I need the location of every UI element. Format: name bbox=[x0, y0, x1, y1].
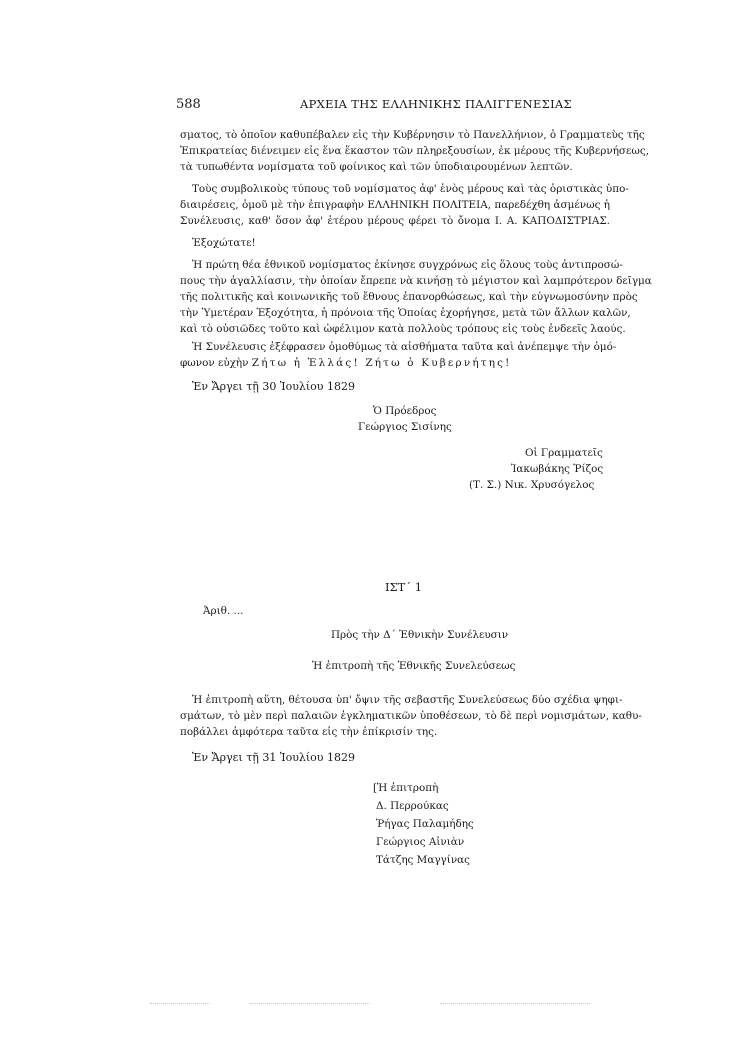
section-number: ΙΣΤ΄ 1 bbox=[385, 580, 423, 594]
letter1-para2-line1: Τοὺς συμβολικοὺς τύπους τοῦ νομίσματος ἀφ' ἑνὸς μέρους καὶ τὰς ὁριστικὰς ὑπο- bbox=[192, 183, 629, 195]
committee-title: [Ἡ ἐπιτροπὴ bbox=[373, 782, 439, 794]
signatory-1: Δ. Περρούκας bbox=[376, 800, 449, 812]
letter2-body-line3: ποβάλλει ἀμφότερα ταῦτα εἰς τὴν ἐπίκρισίν της. bbox=[180, 726, 438, 738]
president-name: Γεώργιος Σισίνης bbox=[358, 421, 452, 433]
letter1-para3-line5: καὶ τὸ οὐσιῶδες τοῦτο καὶ ὠφέλιμον κατὰ πολλοὺς τρόπους εἰς τοὺς ἐνδεεῖς λαούς. bbox=[180, 323, 626, 335]
signatory-3: Γεώργιος Αἰνιὰν bbox=[376, 836, 465, 848]
signatory-2: Ῥήγας Παλαμήδης bbox=[376, 818, 474, 830]
scan-mark bbox=[440, 1003, 590, 1005]
letter1-para3-line3: τῆς πολιτικῆς καὶ κοινωνικῆς τοῦ ἔθνους ἐπανορθώσεως, καὶ τὴν εὐγνωμοσύνην πρὸς bbox=[180, 291, 638, 303]
letter1-para3-line4: τὴν Ὑμετέραν Ἐξοχότητα, ἡ πρόνοια τῆς Ὁποίας ἐχορήγησε, μετὰ τῶν ἄλλων καλῶν, bbox=[180, 307, 631, 319]
page-number: 588 bbox=[176, 97, 201, 112]
secretary-2: (Τ. Σ.) Νικ. Χρυσόγελος bbox=[469, 479, 595, 491]
letter1-para4-line1: Ἡ Συνέλευσις ἐξέφρασεν ὁμοθύμως τὰ αἰσθήματα ταῦτα καὶ ἀνέπεμψε τὴν ὁμό- bbox=[192, 341, 617, 353]
letter1-para1-line2: Ἐπικρατείας διένειμεν εἰς ἕνα ἕκαστον τῶν πληρεξουσίων, ἐκ μέρους τῆς Κυβερνήσεως, bbox=[180, 145, 649, 157]
letter1-acclamation: Ζήτω ἡ Ἑλλάς! Ζήτω ὁ Κυβερνήτης! bbox=[251, 357, 512, 369]
scan-mark bbox=[250, 1003, 370, 1005]
secretaries-title: Οἱ Γραμματεῖς bbox=[525, 447, 603, 459]
letter2-body-line2: σμάτων, τὸ μὲν περὶ παλαιῶν ἐγκληματικῶν ὑποθέσεων, τὸ δὲ περὶ νομισμάτων, καθυ- bbox=[180, 710, 642, 722]
letter1-para4-prefix: φωνον εὐχὴν bbox=[180, 357, 249, 369]
letter1-para1-line3: τὰ τυπωθέντα νομίσματα τοῦ φοίνικος καὶ τῶν ὑποδιαιρουμένων λεπτῶν. bbox=[180, 161, 573, 173]
reference-number: Ἀριθ. ... bbox=[203, 605, 244, 617]
letter2-date: Ἐν Ἄργει τῇ 31 Ἰουλίου 1829 bbox=[192, 751, 355, 764]
letter1-para1-line1: σματος, τὸ ὁποῖον καθυπέβαλεν εἰς τὴν Κυβέρνησιν τὸ Πανελλήνιον, ὁ Γραμματεὺς τῆς bbox=[180, 129, 645, 141]
running-header-title: ΑΡΧΕΙΑ ΤΗΣ ΕΛΛΗΝΙΚΗΣ ΠΑΛΙΓΓΕΝΕΣΙΑΣ bbox=[300, 97, 572, 111]
letter1-para3-line2: πους τὴν ἀγαλλίασιν, τὴν ὁποίαν ἔπρεπε νὰ κινήσῃ τὸ μέγιστον καὶ λαμπρότερον δεῖγμα bbox=[180, 275, 652, 287]
signatory-4: Τάτζης Μαγγίνας bbox=[376, 854, 470, 866]
letter2-body-line1: Ἡ ἐπιτροπὴ αὕτη, θέτουσα ὑπ' ὄψιν τῆς σεβαστῆς Συνελεύσεως δύο σχέδια ψηφι- bbox=[192, 694, 623, 706]
president-title: Ὁ Πρόεδρος bbox=[373, 405, 437, 417]
letter1-salutation: Ἐξοχώτατε! bbox=[192, 237, 256, 249]
secretary-1: Ἰακωβάκης Ῥίζος bbox=[511, 463, 604, 475]
letter1-para4-line2 bbox=[180, 356, 512, 370]
letter1-para3-line1: Ἡ πρώτη θέα ἐθνικοῦ νομίσματος ἐκίνησε συγχρόνως εἰς ὅλους τοὺς ἀντιπροσώ- bbox=[192, 259, 623, 271]
letter2-sender: Ἡ ἐπιτροπὴ τῆς Ἐθνικῆς Συνελεύσεως bbox=[312, 660, 516, 672]
scan-mark bbox=[150, 1003, 210, 1005]
letter1-date: Ἐν Ἄργει τῇ 30 Ἰουλίου 1829 bbox=[192, 380, 355, 393]
letter1-para2-line3: Συνέλευσις, καθ' ὅσον ἀφ' ἑτέρου μέρους φέρει τὸ ὄνομα Ι. Α. ΚΑΠΟΔΙΣΤΡΙΑΣ. bbox=[180, 215, 610, 227]
letter2-addressee: Πρὸς τὴν Δ΄ Ἐθνικὴν Συνέλευσιν bbox=[331, 629, 509, 641]
letter1-para2-line2: διαιρέσεις, ὁμοῦ μὲ τὴν ἐπιγραφὴν ΕΛΛΗΝΙΚΗ ΠΟΛΙΤΕΙΑ, παρεδέχθη ἀσμένως ἡ bbox=[180, 199, 610, 211]
